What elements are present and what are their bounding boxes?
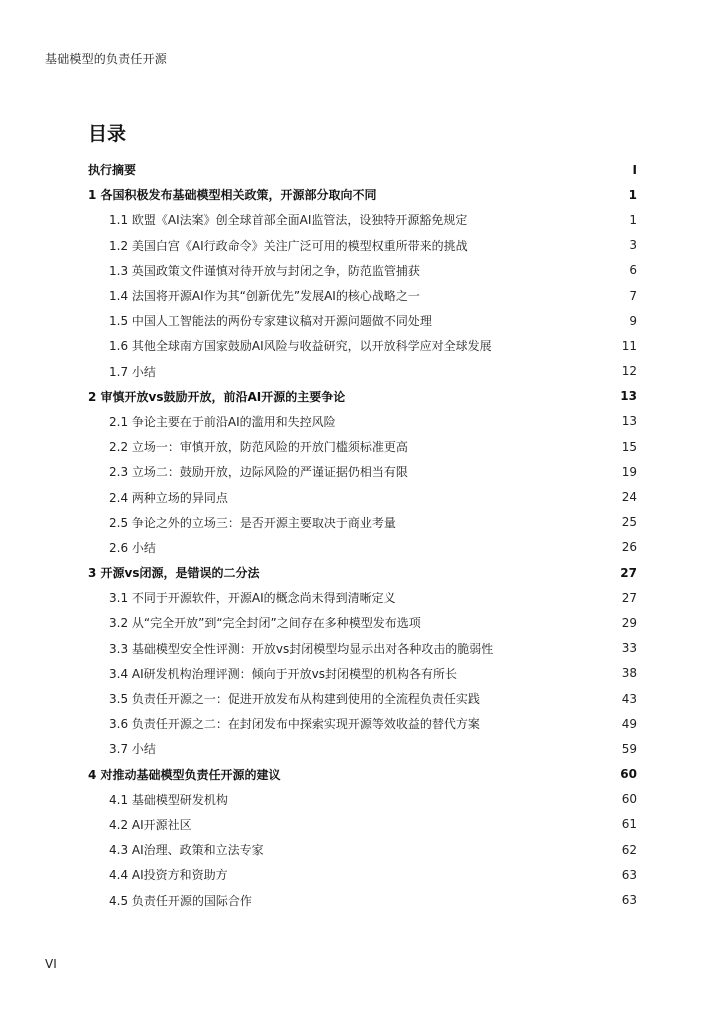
toc-chapter-entry[interactable] (88, 384, 637, 409)
toc-entry-label: 1 各国积极发布基础模型相关政策，开源部分取向不同 (88, 188, 377, 203)
toc-entry-label: 3.1 不同于开源软件，开源AI的概念尚未得到清晰定义 (109, 591, 396, 606)
toc-entry-label: 3.4 AI研发机构治理评测：倾向于开放vs封闭模型的机构各有所长 (109, 666, 458, 681)
toc-entry-label: 3.7 小结 (109, 742, 156, 757)
toc-chapter-entry[interactable] (88, 157, 637, 182)
toc-section-entry[interactable] (88, 434, 637, 459)
toc-entry-page: 60 (620, 767, 637, 782)
toc-section-entry[interactable] (88, 862, 637, 887)
toc-entry-page: 11 (621, 338, 637, 353)
toc-entry-label: 1.5 中国人工智能法的两份专家建议稿对开源问题做不同处理 (109, 314, 432, 329)
toc-entry-label: 3 开源vs闭源，是错误的二分法 (88, 566, 260, 581)
toc-entry-label: 2 审慎开放vs鼓励开放，前沿AI开源的主要争论 (88, 389, 346, 404)
toc-entry-label: 4.4 AI投资方和资助方 (109, 868, 228, 883)
toc-entry-label: 1.7 小结 (109, 364, 156, 379)
toc-entry-page: 3 (629, 238, 637, 253)
toc-section-entry[interactable] (88, 333, 637, 358)
page-number: VI (45, 957, 57, 971)
toc-section-entry[interactable] (88, 484, 637, 509)
toc-entry-page: 26 (621, 540, 637, 555)
toc-entry-label: 1.4 法国将开源AI作为其“创新优先”发展AI的核心战略之一 (109, 289, 420, 304)
toc-section-entry[interactable] (88, 535, 637, 560)
toc-section-entry[interactable] (88, 233, 637, 258)
toc-entry-label: 执行摘要 (88, 163, 137, 178)
toc-section-entry[interactable] (88, 661, 637, 686)
toc-section-entry[interactable] (88, 812, 637, 837)
toc-entry-page: 62 (621, 842, 637, 857)
toc-section-entry[interactable] (88, 409, 637, 434)
toc-entry-page: 15 (621, 439, 637, 454)
toc-entry-page: 60 (621, 792, 637, 807)
toc-entry-page: 63 (621, 893, 637, 908)
toc-entry-page: 1 (628, 187, 637, 202)
toc-entry-page: 7 (629, 288, 637, 303)
toc-entry-page: 6 (629, 263, 637, 278)
toc-entry-page: 25 (621, 515, 637, 530)
toc-section-entry[interactable] (88, 686, 637, 711)
toc-section-entry[interactable] (88, 308, 637, 333)
toc-entry-page: 49 (621, 716, 637, 731)
toc-section-entry[interactable] (88, 787, 637, 812)
toc-entry-page: 24 (621, 490, 637, 505)
toc-entry-label: 4.1 基础模型研发机构 (109, 792, 228, 807)
toc-entry-page: 38 (621, 666, 637, 681)
toc-entry-label: 4 对推动基础模型负责任开源的建议 (88, 767, 281, 782)
toc-chapter-entry[interactable] (88, 560, 637, 585)
toc-entry-label: 2.1 争论主要在于前沿AI的滥用和失控风险 (109, 414, 336, 429)
toc-entry-page: 61 (621, 817, 637, 832)
toc-entry-page: 63 (621, 867, 637, 882)
toc-section-entry[interactable] (88, 887, 637, 912)
toc-entry-label: 3.5 负责任开源之一：促进开放发布从构建到使用的全流程负责任实践 (109, 692, 480, 707)
toc-entry-page: I (632, 162, 637, 177)
toc-entry-label: 3.2 从“完全开放”到“完全封闭”之间存在多种模型发布选项 (109, 616, 421, 631)
toc-entry-page: 27 (621, 590, 637, 605)
toc-section-entry[interactable] (88, 283, 637, 308)
toc-entry-page: 19 (621, 464, 637, 479)
toc-entry-page: 13 (621, 414, 637, 429)
toc-entry-page: 33 (621, 641, 637, 656)
toc-entry-page: 9 (629, 313, 637, 328)
table-of-contents (88, 157, 637, 913)
toc-entry-page: 59 (621, 741, 637, 756)
toc-entry-label: 2.5 争论之外的立场三：是否开源主要取决于商业考量 (109, 515, 396, 530)
toc-entry-label: 2.3 立场二：鼓励开放，边际风险的严谨证据仍相当有限 (109, 465, 408, 480)
toc-entry-label: 2.2 立场一：审慎开放，防范风险的开放门槛须标准更高 (109, 440, 408, 455)
toc-section-entry[interactable] (88, 510, 637, 535)
toc-title: 目录 (88, 123, 127, 145)
toc-entry-page: 29 (621, 615, 637, 630)
toc-entry-label: 3.3 基础模型安全性评测：开放vs封闭模型均显示出对各种攻击的脆弱性 (109, 641, 494, 656)
toc-entry-label: 1.1 欧盟《AI法案》创全球首部全面AI监管法，设独特开源豁免规定 (109, 213, 468, 228)
toc-entry-page: 13 (620, 389, 637, 404)
toc-entry-page: 1 (629, 212, 637, 227)
toc-section-entry[interactable] (88, 636, 637, 661)
toc-entry-page: 27 (620, 565, 637, 580)
toc-section-entry[interactable] (88, 258, 637, 283)
toc-section-entry[interactable] (88, 610, 637, 635)
toc-section-entry[interactable] (88, 359, 637, 384)
toc-entry-label: 4.5 负责任开源的国际合作 (109, 893, 252, 908)
toc-entry-page: 43 (621, 691, 637, 706)
toc-section-entry[interactable] (88, 459, 637, 484)
toc-entry-label: 4.3 AI治理、政策和立法专家 (109, 843, 264, 858)
toc-entry-label: 2.4 两种立场的异同点 (109, 490, 228, 505)
toc-section-entry[interactable] (88, 837, 637, 862)
toc-entry-label: 4.2 AI开源社区 (109, 817, 192, 832)
toc-entry-label: 1.3 英国政策文件谨慎对待开放与封闭之争，防范监管捕获 (109, 263, 420, 278)
toc-entry-label: 2.6 小结 (109, 540, 156, 555)
toc-chapter-entry[interactable] (88, 762, 637, 787)
toc-section-entry[interactable] (88, 711, 637, 736)
toc-chapter-entry[interactable] (88, 182, 637, 207)
toc-entry-label: 1.6 其他全球南方国家鼓励AI风险与收益研究，以开放科学应对全球发展 (109, 339, 492, 354)
toc-entry-label: 3.6 负责任开源之二：在封闭发布中探索实现开源等效收益的替代方案 (109, 717, 480, 732)
running-header: 基础模型的负责任开源 (45, 52, 168, 66)
toc-section-entry[interactable] (88, 207, 637, 232)
toc-section-entry[interactable] (88, 736, 637, 761)
toc-section-entry[interactable] (88, 585, 637, 610)
toc-entry-page: 12 (621, 364, 637, 379)
toc-entry-label: 1.2 美国白宫《AI行政命令》关注广泛可用的模型权重所带来的挑战 (109, 238, 468, 253)
